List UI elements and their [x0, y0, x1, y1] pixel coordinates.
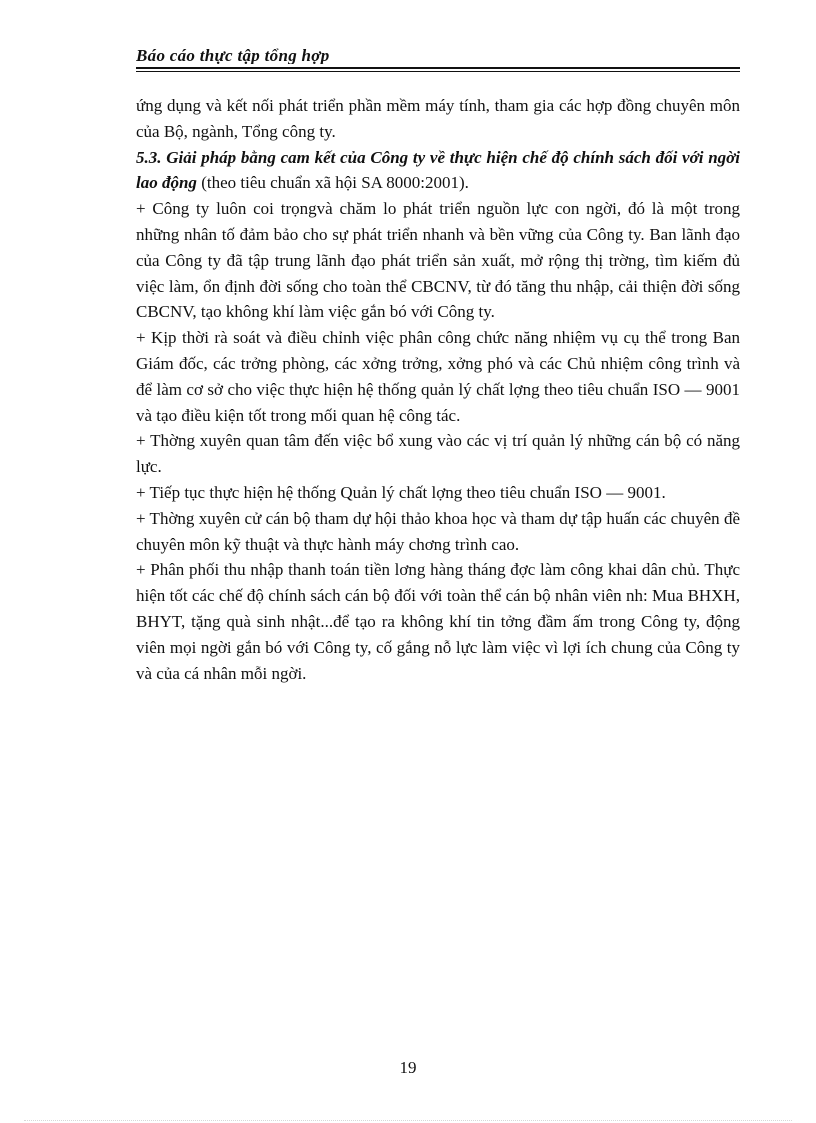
section-heading-suffix: (theo tiêu chuẩn xã hội SA 8000:2001).	[196, 173, 469, 193]
body-text	[136, 93, 740, 686]
page-number: 19	[399, 1058, 417, 1077]
page-header	[136, 46, 740, 72]
header-title: Báo cáo thực tập tổng hợp	[136, 46, 330, 64]
list-item: + Tiếp tục thực hiện hệ thống Quản lý chất lợng theo tiêu chuẩn ISO — 9001.	[136, 482, 666, 502]
list-item: + Công ty luôn coi trọngvà chăm lo phát triển nguồn lực con ngời, đó là một trong những nhân tố đảm bảo cho sự phát triển nhanh và bền vững của Công ty. Ban lãnh đạo của Công ty đã tập trung lãnh đạo phát triển sản xuất, mở rộng thị trờng, tìm kiếm đủ việc làm, ổn định đời sống cho toàn thể CBCNV, từ đó tăng thu nhập, cải thiện đời sống CBCNV, tạo không khí làm việc gắn bó với Công ty.	[136, 199, 740, 322]
header-rule	[136, 67, 740, 69]
paragraph-intro: ứng dụng và kết nối phát triển phần mềm máy tính, tham gia các hợp đồng chuyên môn của Bộ, ngành, Tổng công ty.	[136, 96, 740, 141]
section-heading-title: 5.3. Giải pháp bằng cam kết của Công ty về thực hiện chế độ chính sách đối với ngời lao động	[136, 147, 740, 193]
list-item: + Thờng xuyên quan tâm đến việc bổ xung vào các vị trí quản lý những cán bộ có năng lực.	[136, 431, 740, 477]
footer-divider	[24, 1120, 792, 1121]
list-item: + Kịp thời rà soát và điều chỉnh việc phân công chức năng nhiệm vụ cụ thể trong Ban Giám đốc, các trởng phòng, các xởng trởng, xởng phó và các Chủ nhiệm công trình và để làm cơ sở cho việc thực hiện hệ thống quản lý chất lợng theo tiêu chuẩn ISO — 9001 và tạo điều kiện tốt trong mối quan hệ công tác.	[136, 328, 740, 425]
list-item: + Phân phối thu nhập thanh toán tiền lơng hàng tháng đợc làm công khai dân chủ. Thực hiện tốt các chế độ chính sách cán bộ đối với toàn thể cán bộ nhân viên nh: Mua BHXH, BHYT, tặng quà sinh nhật...để tạo ra không khí tin tởng đầm ấm trong Công ty, động viên mọi ngời gắn bó với Công ty, cố gắng nỗ lực làm việc vì lợi ích chung của Công ty và của cá nhân mỗi ngời.	[136, 560, 740, 683]
section-heading	[136, 145, 740, 197]
header-rule-thin	[136, 71, 740, 72]
list-item: + Thờng xuyên cử cán bộ tham dự hội thảo khoa học và tham dự tập huấn các chuyên đề chuyên môn kỹ thuật và thực hành máy chơng trình cao.	[136, 508, 740, 554]
